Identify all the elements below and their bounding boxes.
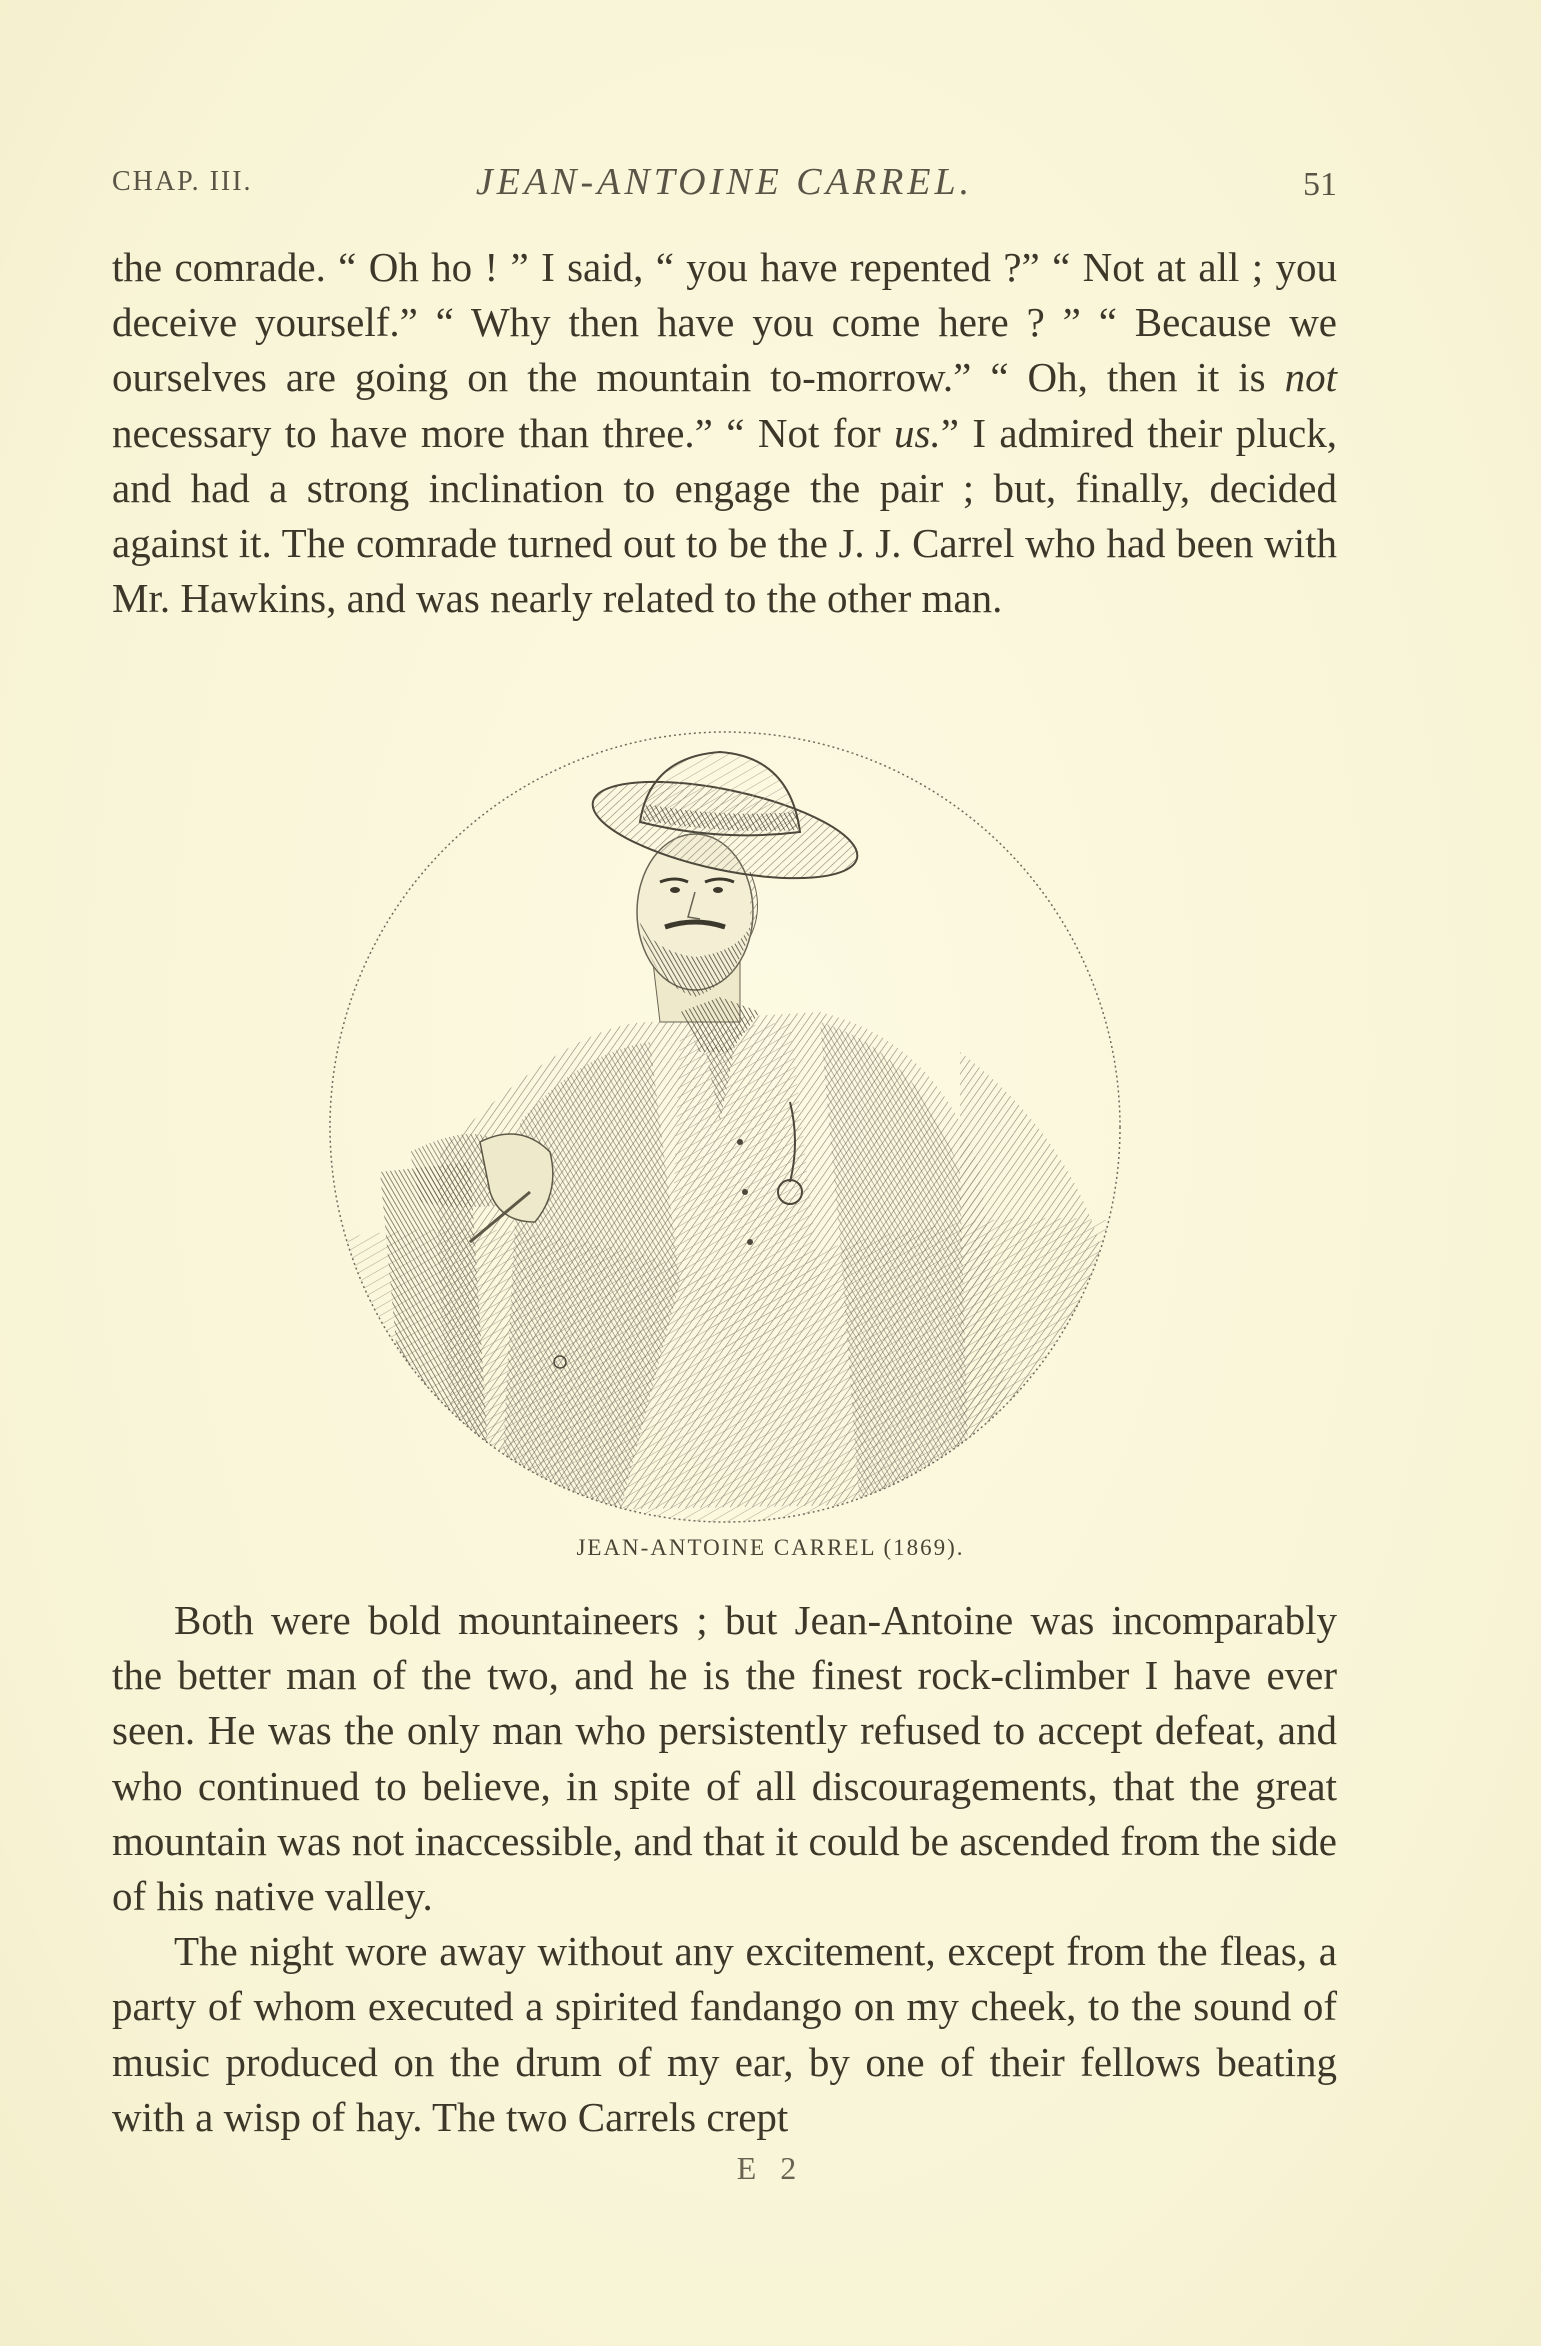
figure-caption: JEAN-ANTOINE CARREL (1869). [576,1535,965,1560]
paragraph-continued [112,240,1337,626]
top-paragraph [112,240,1337,626]
signature-mark: E 2 [736,2150,805,2186]
text-run: ” I admired their pluck, and had a strong inclination to engage the pair ; but, finally, decided against it. The comrade turned out to be the J. J. Carrel who had been with Mr. Hawkins, and was nearly related to the other man. [112,409,1337,622]
emphasis-us: us. [894,409,941,456]
portrait-illustration [320,722,1130,1532]
paragraph: The night wore away without any excitement, except from the fleas, a party of whom executed a spirited fandango on my cheek, to the sound of music produced on the drum of my ear, by one of their fellows beating with a wisp of hay. The two Carrels crept [112,1928,1337,2140]
bottom-text [112,1593,1337,2145]
text-run: necessary to have more than three.” “ Not for [112,409,894,456]
running-title: JEAN-ANTOINE CARREL. [475,161,974,203]
paragraph: Both were bold mountaineers ; but Jean-Antoine was incomparably the better man of the two, and he is the finest rock-climber I have ever seen. He was the only man who persistently refused to accept defeat, and who continued to believe, in spite of all discouragements, that the great mountain was not inaccessible, and that it could be ascended from the side of his native valley. [112,1597,1337,1920]
emphasis-not: not [1284,354,1337,401]
page-number: 51 [1303,166,1337,203]
running-head [112,160,1337,210]
text-run: the comrade. “ Oh ho ! ” I said, “ you have repented ?” “ Not at all ; you deceive yourself.” “ Why then have you come here ? ” “ Because we ourselves are going on the mountain to-morrow.” “ Oh, then it is [112,244,1337,401]
chapter-label: CHAP. III. [112,166,253,197]
portrait-engraving [320,722,1130,1532]
